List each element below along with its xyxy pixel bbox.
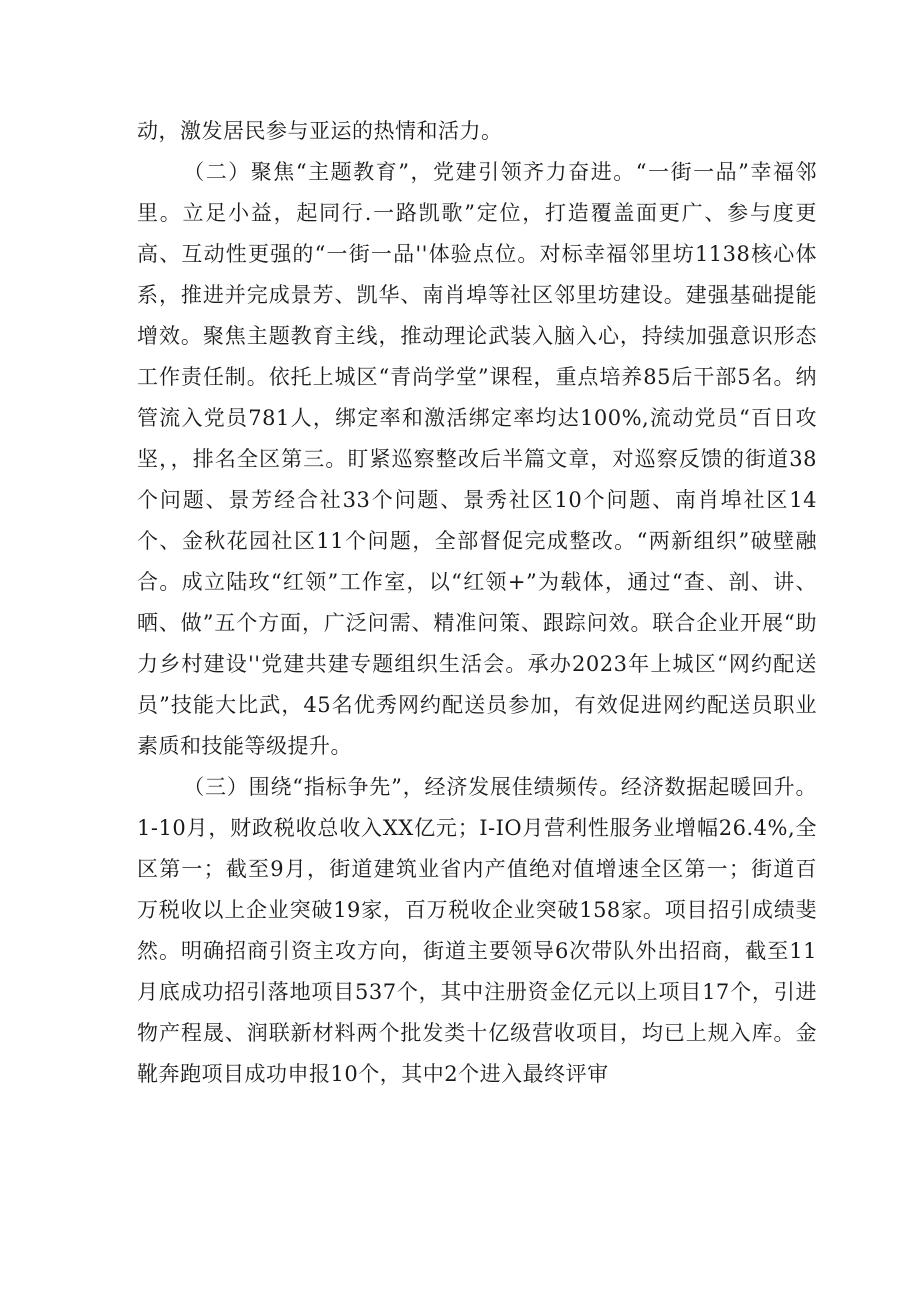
paragraph-continuation: 动，激发居民参与亚运的热情和活力。 [137,119,503,143]
paragraph-party-building: （二）聚焦“主题教育”，党建引领齐力奋进。“一街一品”幸福邻里。立足小益，起同行.一路凯歌”定位，打造覆盖面更广、参与度更高、互动性更强的“一街一品''体验点位。对标幸福邻里坊1138核心体系，推进并完成景芳、凯华、南肖埠等社区邻里坊建设。建强基础提能增效。聚焦主题教育主线，推动理论武装入脑入心，持续加强意识形态工作责任制。依托上城区“青尚学堂”课程，重点培养85后干部5名。纳管流入党员781人，绑定率和激活绑定率均达100%,流动党员“百日攻坚，，排名全区第三。盯紧巡察整改后半篇文章，对巡察反馈的街道38个问题、景芳经合社33个问题、景秀社区10个问题、南肖埠社区14个、金秋花园社区11个问题，全部督促完成整改。“两新组织”破壁融合。成立陆玫“红领”工作室，以“红领+”为载体，通过“查、剖、讲、晒、做”五个方面，广泛问需、精准问策、跟踪问效。联合企业开展“助力乡村建设''党建共建专题组织生活会。承办2023年上城区“网约配送员”技能大比武，45名优秀网约配送员参加，有效促进网约配送员职业素质和技能等级提升。 [137,160,817,758]
document-body [137,111,817,1095]
paragraph-economic-development: （三）围绕“指标争先”，经济发展佳绩频传。经济数据起暖回升。1-10月，财政税收总收入XX亿元；I-IO月营利性服务业增幅26.4%,全区第一；截至9月，街道建筑业省内产值绝对值增速全区第一；街道百万税收以上企业突破19家，百万税收企业突破158家。项目招引成绩斐然。明确招商引资主攻方向，街道主要领导6次带队外出招商，截至11月底成功招引落地项目537个，其中注册资金亿元以上项目17个，引进物产程晟、润联新材料两个批发类十亿级营收项目，均已上规入库。金靴奔跑项目成功申报10个，其中2个进入最终评审 [137,775,817,1086]
